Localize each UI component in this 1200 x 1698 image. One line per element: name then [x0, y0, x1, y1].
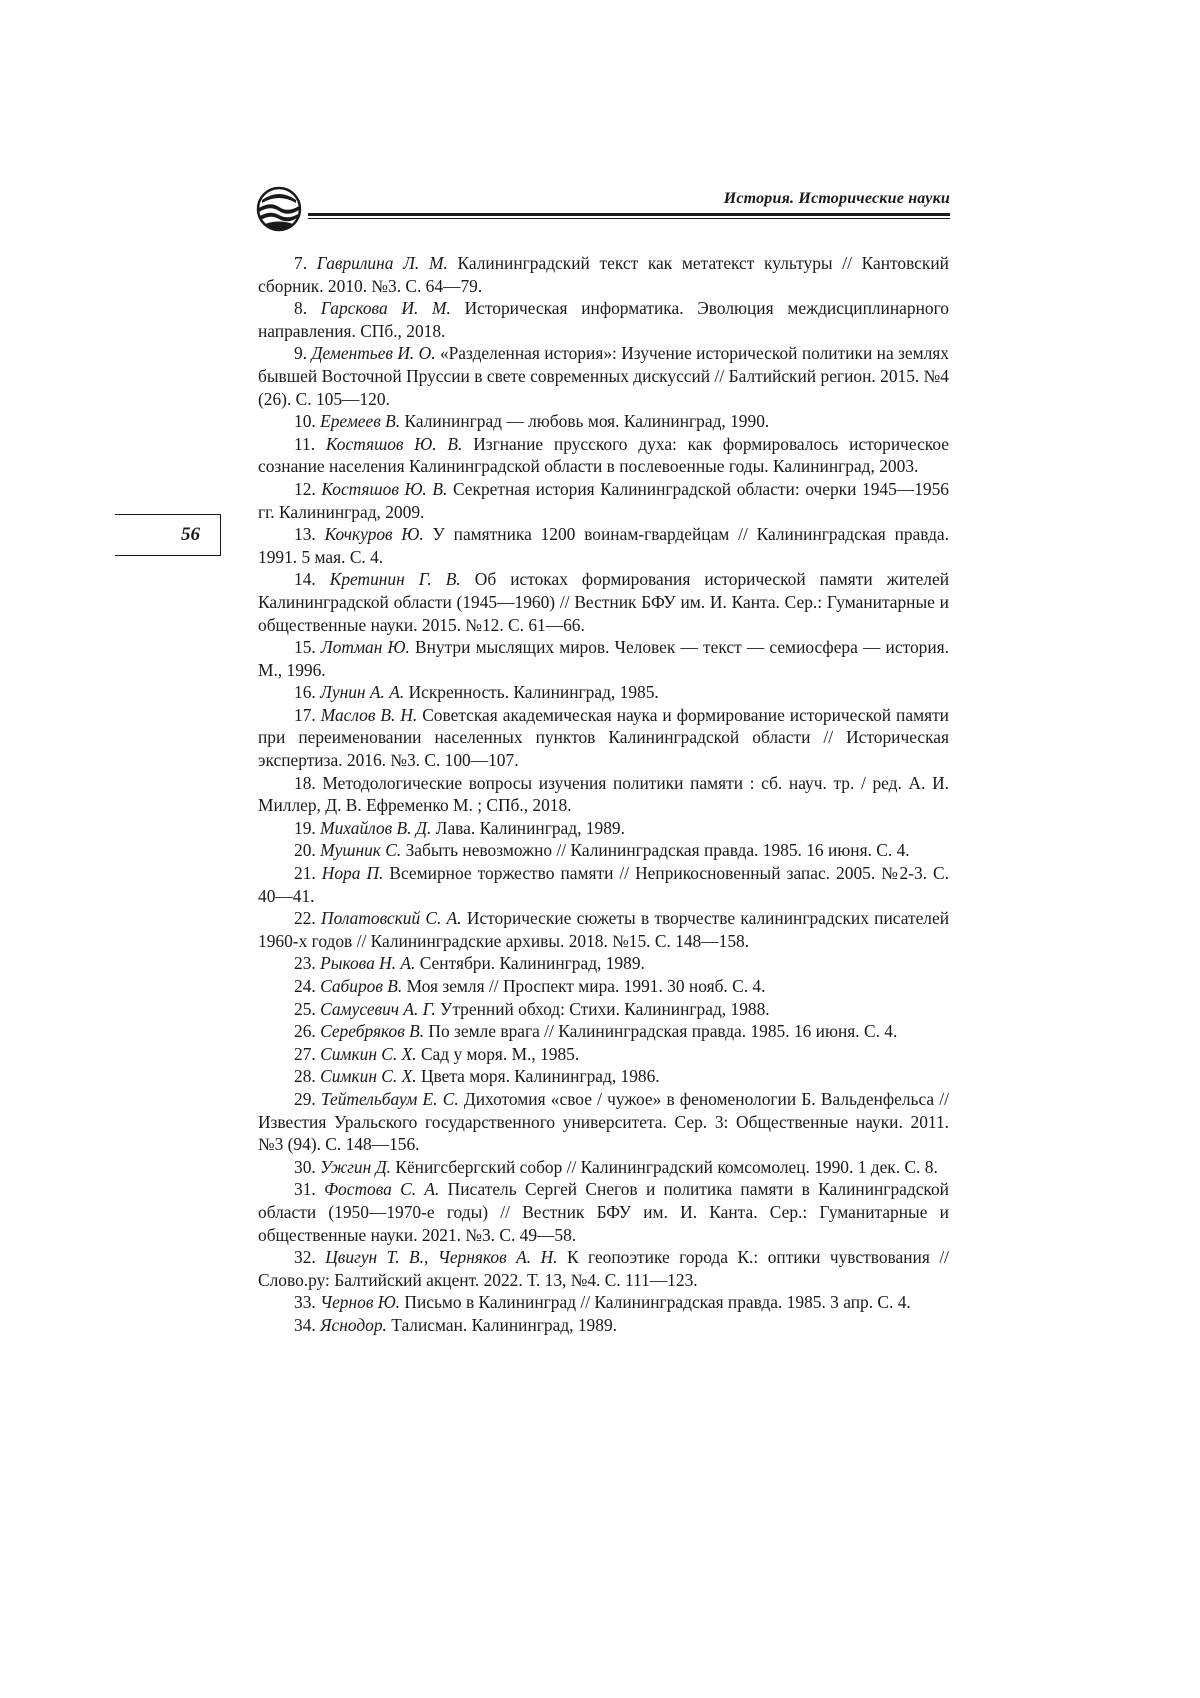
page-number-box	[115, 514, 221, 556]
reference-author: Сабиров В.	[320, 976, 403, 996]
reference-number: 26.	[294, 1021, 316, 1042]
reference-text: Изгнание прусского духа: как формировалось историческое сознание населения Калининградской области в послевоенные годы. Калининград, 2003.	[258, 433, 949, 477]
reference-author: Кретинин Г. В.	[329, 569, 461, 590]
reference-author: Фостова С. А.	[324, 1179, 440, 1200]
reference-item	[258, 1020, 949, 1043]
reference-list	[258, 252, 949, 1337]
reference-number: 33.	[294, 1292, 316, 1313]
reference-number: 27.	[294, 1043, 316, 1064]
page-number: 56	[181, 524, 200, 545]
journal-logo-icon	[256, 186, 302, 232]
reference-number: 29.	[294, 1088, 316, 1109]
reference-author: Чернов Ю.	[320, 1292, 401, 1313]
reference-item	[258, 704, 949, 772]
reference-text: Письмо в Калининград // Калининградская правда. 1985. 3 апр. С. 4.	[404, 1292, 911, 1313]
reference-number: 14.	[294, 569, 316, 590]
reference-item	[258, 975, 949, 998]
reference-text: Забыть невозможно // Калининградская правда. 1985. 16 июня. С. 4.	[405, 840, 910, 861]
reference-text: Искренность. Калининград, 1985.	[408, 682, 659, 703]
reference-author: Гаврилина Л. М.	[316, 253, 448, 273]
reference-text: Талисман. Калининград, 1989.	[391, 1314, 617, 1335]
header-rule-thick	[308, 213, 950, 216]
reference-number: 34.	[294, 1314, 316, 1335]
reference-author: Мушник С.	[320, 840, 402, 861]
reference-item	[258, 862, 949, 907]
reference-item	[258, 1246, 949, 1291]
running-header	[256, 186, 950, 238]
reference-author: Кочкуров Ю.	[324, 524, 424, 545]
reference-number: 13.	[294, 524, 316, 545]
reference-text: Сентябри. Калининград, 1989.	[419, 953, 645, 974]
reference-item	[258, 410, 949, 433]
header-rule-thin	[308, 218, 950, 219]
reference-author: Яснодор.	[320, 1314, 387, 1335]
reference-text: Внутри мыслящих миров. Человек — текст — семиосфера — история. М., 1996.	[258, 637, 949, 680]
reference-author: Лотман Ю.	[320, 637, 410, 658]
reference-number: 25.	[294, 998, 316, 1019]
reference-text: Исторические сюжеты в творчестве калининградских писателей 1960-х годов // Калининградские архивы. 2018. №15. С. 148—158.	[258, 908, 950, 951]
reference-number: 21.	[294, 863, 316, 884]
reference-item	[258, 907, 949, 952]
reference-author: Маслов В. Н.	[320, 704, 418, 725]
reference-number: 11.	[294, 433, 316, 454]
reference-author: Рыкова Н. А.	[320, 953, 416, 974]
reference-number: 12.	[294, 478, 316, 499]
reference-author: Самусевич А. Г.	[320, 998, 436, 1019]
reference-text: Моя земля // Проспект мира. 1991. 30 нояб. С. 4.	[406, 976, 766, 996]
reference-author: Симкин С. Х.	[320, 1066, 417, 1087]
reference-item	[258, 1043, 949, 1066]
reference-text: По земле врага // Калининградская правда. 1985. 16 июня. С. 4.	[428, 1021, 898, 1042]
reference-item	[258, 839, 949, 862]
reference-item	[258, 1065, 949, 1088]
reference-item	[258, 952, 949, 975]
reference-author: Симкин С. Х.	[320, 1043, 417, 1064]
reference-author: Лунин А. А.	[320, 682, 405, 703]
reference-author: Ужгин Д.	[320, 1156, 391, 1177]
reference-number: 23.	[294, 953, 316, 974]
reference-number: 15.	[294, 637, 316, 658]
reference-number: 24.	[294, 976, 316, 996]
reference-item	[258, 1178, 949, 1246]
reference-text: Дихотомия «свое / чужое» в феноменологии Б. Вальденфельса // Известия Уральского государственного университета. Сер. 3: Общественные науки. 2011. №3 (94). С. 148—156.	[258, 1088, 949, 1155]
reference-author: Цвигун Т. В., Черняков А. Н.	[325, 1247, 558, 1268]
reference-item	[258, 478, 949, 523]
reference-author: Серебряков В.	[320, 1021, 425, 1042]
reference-text: Утренний обход: Стихи. Калининград, 1988.	[440, 998, 770, 1019]
reference-text: Лава. Калининград, 1989.	[435, 817, 625, 838]
reference-item	[258, 772, 949, 817]
reference-author: Нора П.	[321, 863, 384, 884]
reference-author: Дементьев И. О.	[311, 343, 436, 364]
reference-item	[258, 1314, 949, 1337]
reference-item	[258, 568, 949, 636]
section-title: История. Исторические науки	[723, 190, 950, 207]
reference-item	[258, 342, 949, 410]
reference-text: Калининград — любовь моя. Калининград, 1990.	[404, 411, 770, 432]
reference-number: 32.	[294, 1247, 316, 1268]
reference-author: Тейтельбаум Е. С.	[320, 1088, 459, 1109]
reference-number: 7.	[294, 253, 308, 273]
reference-number: 30.	[294, 1156, 316, 1177]
reference-author: Михайлов В. Д.	[320, 817, 432, 838]
reference-text: Историческая информатика. Эволюция междисциплинарного направления. СПб., 2018.	[258, 298, 949, 341]
reference-number: 10.	[294, 411, 316, 432]
reference-text: К геопоэтике города К.: оптики чувствования // Слово.ру: Балтийский акцент. 2022. Т. 13, №4. С. 111—123.	[258, 1247, 949, 1290]
reference-item	[258, 523, 949, 568]
reference-number: 18.	[294, 772, 316, 793]
reference-text: Советская академическая наука и формирование исторической памяти при переименовании населенных пунктов Калининградской области // Историческая экспертиза. 2016. №3. С. 100—107.	[258, 704, 949, 771]
reference-number: 9.	[294, 343, 308, 364]
reference-number: 17.	[294, 704, 316, 725]
reference-item	[258, 681, 949, 704]
reference-number: 28.	[294, 1066, 316, 1087]
reference-text: Секретная история Калининградской области: очерки 1945—1956 гг. Калининград, 2009.	[258, 478, 949, 522]
reference-item	[258, 1291, 949, 1314]
reference-text: Об истоках формирования исторической памяти жителей Калининградской области (1945—1960) // Вестник БФУ им. И. Канта. Сер.: Гуманитарные и общественные науки. 2015. №12. С. 61—66.	[258, 569, 950, 635]
reference-number: 22.	[294, 908, 316, 929]
reference-item	[258, 297, 949, 342]
reference-text: Писатель Сергей Снегов и политика памяти в Калининградской области (1950—1970-е годы) // Вестник БФУ им. И. Канта. Сер.: Гуманитарные и общественные науки. 2021. №3. С. 49—58.	[258, 1179, 949, 1245]
reference-number: 19.	[294, 817, 316, 838]
reference-author: Костяшов Ю. В.	[321, 478, 448, 499]
reference-item	[258, 1156, 949, 1179]
reference-author: Еремеев В.	[320, 411, 401, 432]
reference-text: У памятника 1200 воинам-гвардейцам // Калининградская правда. 1991. 5 мая. С. 4.	[258, 524, 949, 567]
reference-text: «Разделенная история»: Изучение исторической политики на землях бывшей Восточной Пруссии в свете современных дискуссий // Балтийский регион. 2015. №4 (26). С. 105—120.	[258, 343, 950, 409]
reference-number: 31.	[294, 1179, 316, 1200]
reference-text: Кёнигсбергский собор // Калининградский комсомолец. 1990. 1 дек. С. 8.	[395, 1156, 938, 1177]
reference-item	[258, 252, 949, 297]
reference-text: Методологические вопросы изучения политики памяти : сб. науч. тр. / ред. А. И. Миллер, Д. В. Ефременко М. ; СПб., 2018.	[258, 772, 949, 816]
reference-item	[258, 636, 949, 681]
reference-item	[258, 433, 949, 478]
reference-author: Костяшов Ю. В.	[325, 433, 463, 454]
reference-text: Сад у моря. М., 1985.	[420, 1043, 580, 1064]
reference-author: Гарскова И. М.	[320, 298, 451, 319]
reference-item	[258, 817, 949, 840]
reference-item	[258, 998, 949, 1021]
reference-text: Цвета моря. Калининград, 1986.	[420, 1066, 660, 1087]
reference-item	[258, 1088, 949, 1156]
reference-number: 20.	[294, 840, 316, 861]
reference-author: Полатовский С. А.	[321, 908, 462, 929]
reference-text: Калининградский текст как метатекст культуры // Кантовский сборник. 2010. №3. С. 64—79.	[258, 253, 949, 296]
reference-number: 8.	[294, 298, 308, 319]
reference-text: Всемирное торжество памяти // Неприкосновенный запас. 2005. №2-3. С. 40—41.	[258, 863, 949, 906]
reference-number: 16.	[294, 682, 316, 703]
